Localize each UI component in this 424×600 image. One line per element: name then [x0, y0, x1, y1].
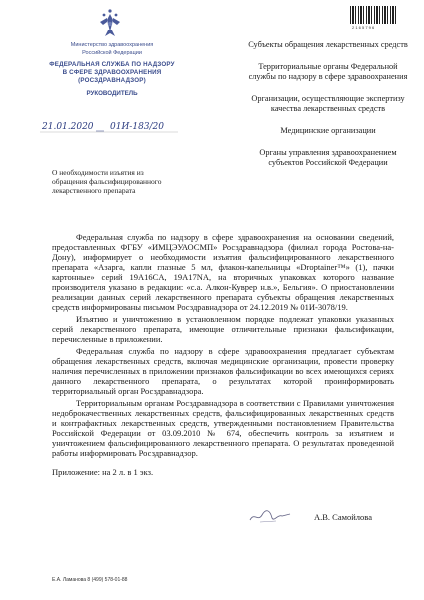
agency-line-3: (РОСЗДРАВНАДЗОР) [78, 77, 146, 84]
recipient-item: Органы управления здравоохранением субъектов Российской Федерации [259, 148, 397, 167]
ministry-header [38, 41, 186, 98]
barcode [350, 6, 398, 24]
agency-line-1: ФЕДЕРАЛЬНАЯ СЛУЖБА ПО НАДЗОРУ [49, 61, 175, 68]
signer-name: А.В. Самойлова [314, 512, 372, 522]
letter-subject: О необходимости изъятия из обращения фальсифицированного лекарственного препарата [52, 168, 162, 195]
body-paragraph: Федеральная служба по надзору в сфере здравоохранения на основании сведений, предоставленных ФГБУ «ИМЦЭУАОСМП» Росздравнадзора (филиал города Ростова-на-Дону), информирует о необходимости изъятия фальсифицированного лекарственного препарата «Азарга, капли глазные 5 мл, флакон-капельницы «Droptainer™» (1), пачки картонные» серий 19A16CA, 19A17NA, на вторичных упаковках которого название производителя указано в редакции: «с.а. Алкон-Куврер н.в.», Бельгия». О приостановлении реализации данных серий лекарственного препарата субъекты обращения лекарственных средств информированы письмом Росздравнадзора от 24.12.2019 № 01И-3078/19. [52, 232, 394, 312]
ministry-line-1: Министерство здравоохранения [70, 42, 154, 48]
recipient-item: Субъекты обращения лекарственных средств [248, 40, 408, 49]
body-paragraph: Федеральная служба по надзору в сфере здравоохранения предлагает субъектам обращения лекарственных средств, включая медицинские организации, провести проверку наличия перечисленных в приложении признаков фальсификации во всех имеющихся сериях данного лекарственного препарата, о результатах которой проинформировать территориальный орган Росздравнадзора. [52, 346, 394, 396]
letter-body [52, 232, 394, 479]
double-headed-eagle-icon [97, 8, 123, 38]
attachment-note: Приложение: на 2 л. в 1 экз. [52, 467, 154, 477]
handwritten-number: 01И-183/20 [110, 122, 165, 132]
recipient-item: Медицинские организации [280, 126, 376, 135]
agency-line-2: В СФЕРЕ ЗДРАВООХРАНЕНИЯ [62, 69, 162, 76]
ministry-line-2: Российской Федерации [82, 50, 142, 56]
recipient-item: Организации, осуществляющие экспертизу качества лекарственных средств [251, 94, 405, 113]
barcode-number: 2 1 6 5 7 9 6 [352, 25, 375, 30]
recipient-item: Территориальные органы Федеральной службы по надзору в сфере здравоохранения [248, 62, 408, 81]
body-paragraph: Территориальным органам Росздравнадзора в соответствии с Правилами уничтожения недоброкачественных лекарственных средств, фальсифицированных лекарственных средств и контрафактных лекарственных средств, утвержденными постановлением Правительства Российской Федерации от 03.09.2010 № 674, обеспечить контроль за изъятием и уничтожением фальсифицированного лекарственного препарата. О результатах проведенной работы информировать Росздравнадзор. [52, 398, 394, 458]
recipients-list [248, 40, 408, 180]
body-paragraph: Изъятию и уничтожению в установленном порядке подлежат упаковки указанных серий лекарственного препарата, имеющие отличительные признаки фальсификации, перечисленные в приложении. [52, 314, 394, 344]
executor-contact: Е.А. Ламанова 8 (499) 578-01-88 [52, 577, 128, 583]
handwritten-date: 21.01.2020 [42, 122, 94, 132]
head-title: РУКОВОДИТЕЛЬ [86, 90, 138, 97]
signature-scribble [246, 506, 296, 526]
handwritten-registration [38, 117, 186, 135]
